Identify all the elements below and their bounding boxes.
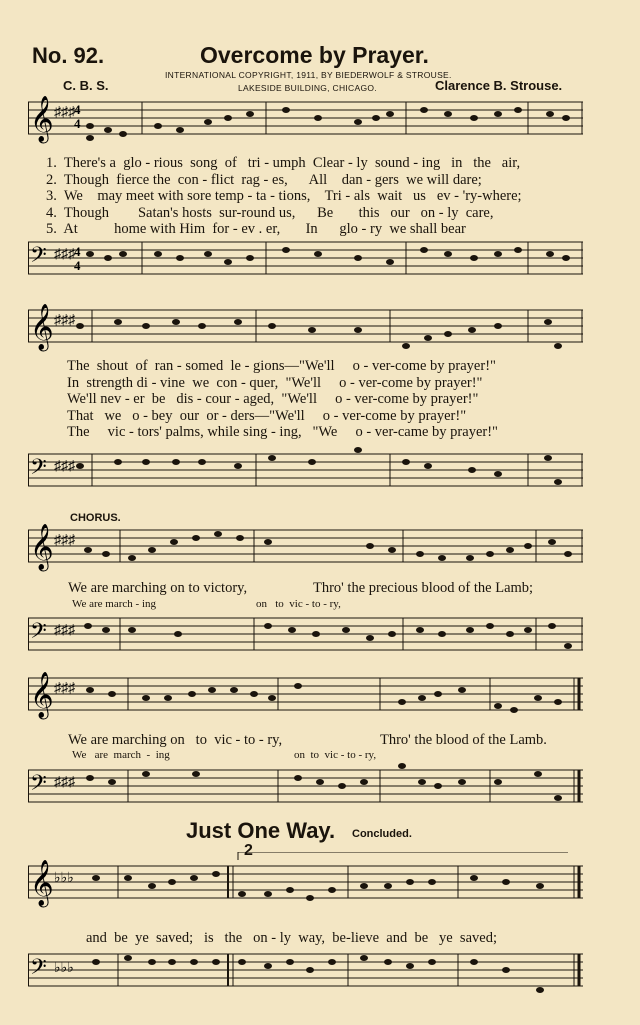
bass-staff-2-svg bbox=[28, 446, 584, 496]
svg-text:𝄞: 𝄞 bbox=[30, 672, 54, 718]
verse-2-line-2: In strength di - vine we con - quer, "We'll o - ver-come by prayer!" bbox=[67, 374, 483, 391]
chorus-bass-lyric-2b: on to vic - to - ry, bbox=[294, 749, 377, 761]
chorus-lyric-2a: We are marching on to vic - to - ry, bbox=[68, 732, 283, 748]
composer: Clarence B. Strouse. bbox=[435, 78, 563, 93]
verse-1-line-2: The shout of ran - somed le - gions—"We'll o - ver-come by prayer!" bbox=[67, 358, 496, 374]
svg-text:♯♯♯: ♯♯♯ bbox=[54, 681, 75, 696]
svg-text:4: 4 bbox=[74, 244, 81, 259]
svg-text:𝄞: 𝄞 bbox=[30, 96, 54, 142]
verse-4-line-1: 4. Though Satan's hosts sur-round us, Be this our on - ly care, bbox=[46, 204, 494, 221]
chorus-lyric-1a: We are marching on to victory, bbox=[68, 580, 248, 596]
hymn-number: No. 92. bbox=[32, 43, 105, 68]
chorus-label: CHORUS. bbox=[70, 512, 121, 524]
next-hymn-treble-staff bbox=[28, 852, 584, 920]
chorus-bass-lyric-1b: on to vic - to - ry, bbox=[256, 598, 341, 610]
svg-text:4: 4 bbox=[74, 102, 81, 117]
svg-text:4: 4 bbox=[74, 258, 81, 273]
chorus-1-treble-staff bbox=[28, 520, 584, 576]
chorus-bass-lyric-2a: We are march - ing bbox=[72, 749, 170, 761]
chorus-2-bass-staff bbox=[28, 762, 584, 812]
svg-text:♭♭♭: ♭♭♭ bbox=[54, 871, 74, 886]
copyright-line-1: INTERNATIONAL COPYRIGHT, 1911, BY BIEDERWOLF & STROUSE. bbox=[165, 70, 452, 80]
verse-2-line-1: 2. Though fierce the con - flict rag - es, All dan - gers we will dare; bbox=[46, 171, 482, 188]
hymn-title: Overcome by Prayer. bbox=[200, 42, 429, 68]
svg-text:𝄞: 𝄞 bbox=[30, 860, 54, 906]
system-1-bass-staff bbox=[28, 236, 584, 282]
system-2-bass-staff bbox=[28, 446, 584, 496]
chorus-1-bass-staff bbox=[28, 610, 584, 660]
svg-text:♯♯♯: ♯♯♯ bbox=[54, 313, 75, 328]
next-bass-svg bbox=[28, 948, 584, 1008]
svg-text:♯♯♯: ♯♯♯ bbox=[54, 105, 75, 120]
verse-5-line-2: The vic - tors' palms, while sing - ing, "We o - ver-came by prayer!" bbox=[67, 424, 498, 440]
next-hymn-title: Just One Way. bbox=[186, 818, 336, 843]
svg-text:𝄞: 𝄞 bbox=[30, 304, 54, 350]
treble-staff-1-svg bbox=[28, 92, 584, 144]
svg-text:𝄢: 𝄢 bbox=[30, 243, 47, 273]
chorus-treble-2-svg bbox=[28, 668, 584, 724]
chorus-bass-1-svg bbox=[28, 610, 584, 660]
verse-4-line-2: That we o - bey our or - ders—"We'll o - ver-come by prayer!" bbox=[67, 407, 467, 424]
svg-text:♭♭♭: ♭♭♭ bbox=[54, 961, 74, 976]
verses-part-2 bbox=[67, 358, 498, 441]
next-hymn-bass-staff bbox=[28, 948, 584, 1008]
svg-text:𝄢: 𝄢 bbox=[30, 771, 47, 801]
system-1-treble-staff bbox=[28, 92, 584, 144]
lyricist: C. B. S. bbox=[63, 78, 109, 93]
verse-3-line-2: We'll nev - er be dis - cour - aged, "We'll o - ver-come by prayer!" bbox=[67, 391, 479, 407]
treble-staff-2-svg bbox=[28, 300, 584, 356]
chorus-bass-2-svg bbox=[28, 762, 584, 812]
chorus-treble-1-svg bbox=[28, 520, 584, 576]
chorus-lyric-2b: Thro' the blood of the Lamb. bbox=[380, 732, 547, 748]
svg-text:♯♯♯: ♯♯♯ bbox=[54, 623, 75, 638]
verse-5-line-1: 5. At home with Him for - ev . er, In glo - ry we shall bear bbox=[46, 221, 466, 237]
svg-text:♯♯♯: ♯♯♯ bbox=[54, 533, 75, 548]
verses-part-1 bbox=[46, 155, 522, 238]
verse-3-line-1: 3. We may meet with sore temp - ta - tions, Tri - als wait us ev - 'ry-where; bbox=[46, 188, 522, 204]
svg-text:♯♯♯: ♯♯♯ bbox=[54, 775, 75, 790]
svg-text:𝄢: 𝄢 bbox=[30, 455, 47, 485]
bass-staff-1-svg bbox=[28, 236, 584, 282]
chorus-2-treble-staff bbox=[28, 668, 584, 724]
chorus-lyric-1b: Thro' the precious blood of the Lamb; bbox=[313, 580, 534, 596]
chorus-bass-lyric-1a: We are march - ing bbox=[72, 598, 157, 610]
copyright-line-2: LAKESIDE BUILDING, CHICAGO. bbox=[238, 83, 377, 93]
next-hymn-concluded-label: Concluded. bbox=[352, 828, 412, 840]
svg-text:♯♯♯: ♯♯♯ bbox=[54, 247, 75, 262]
svg-text:𝄢: 𝄢 bbox=[30, 619, 47, 649]
second-ending-number: 2 bbox=[244, 842, 253, 859]
next-hymn-lyric: and be ye saved; is the on - ly way, be-lieve and be ye saved; bbox=[86, 930, 497, 946]
svg-text:𝄢: 𝄢 bbox=[30, 955, 47, 985]
verse-1-line-1: 1. There's a glo - rious song of tri - umph Clear - ly sound - ing in the air, bbox=[46, 155, 521, 171]
svg-text:♯♯♯: ♯♯♯ bbox=[54, 459, 75, 474]
svg-text:𝄞: 𝄞 bbox=[30, 524, 54, 570]
system-2-treble-staff bbox=[28, 300, 584, 356]
svg-text:4: 4 bbox=[74, 116, 81, 131]
next-treble-svg bbox=[28, 852, 584, 920]
